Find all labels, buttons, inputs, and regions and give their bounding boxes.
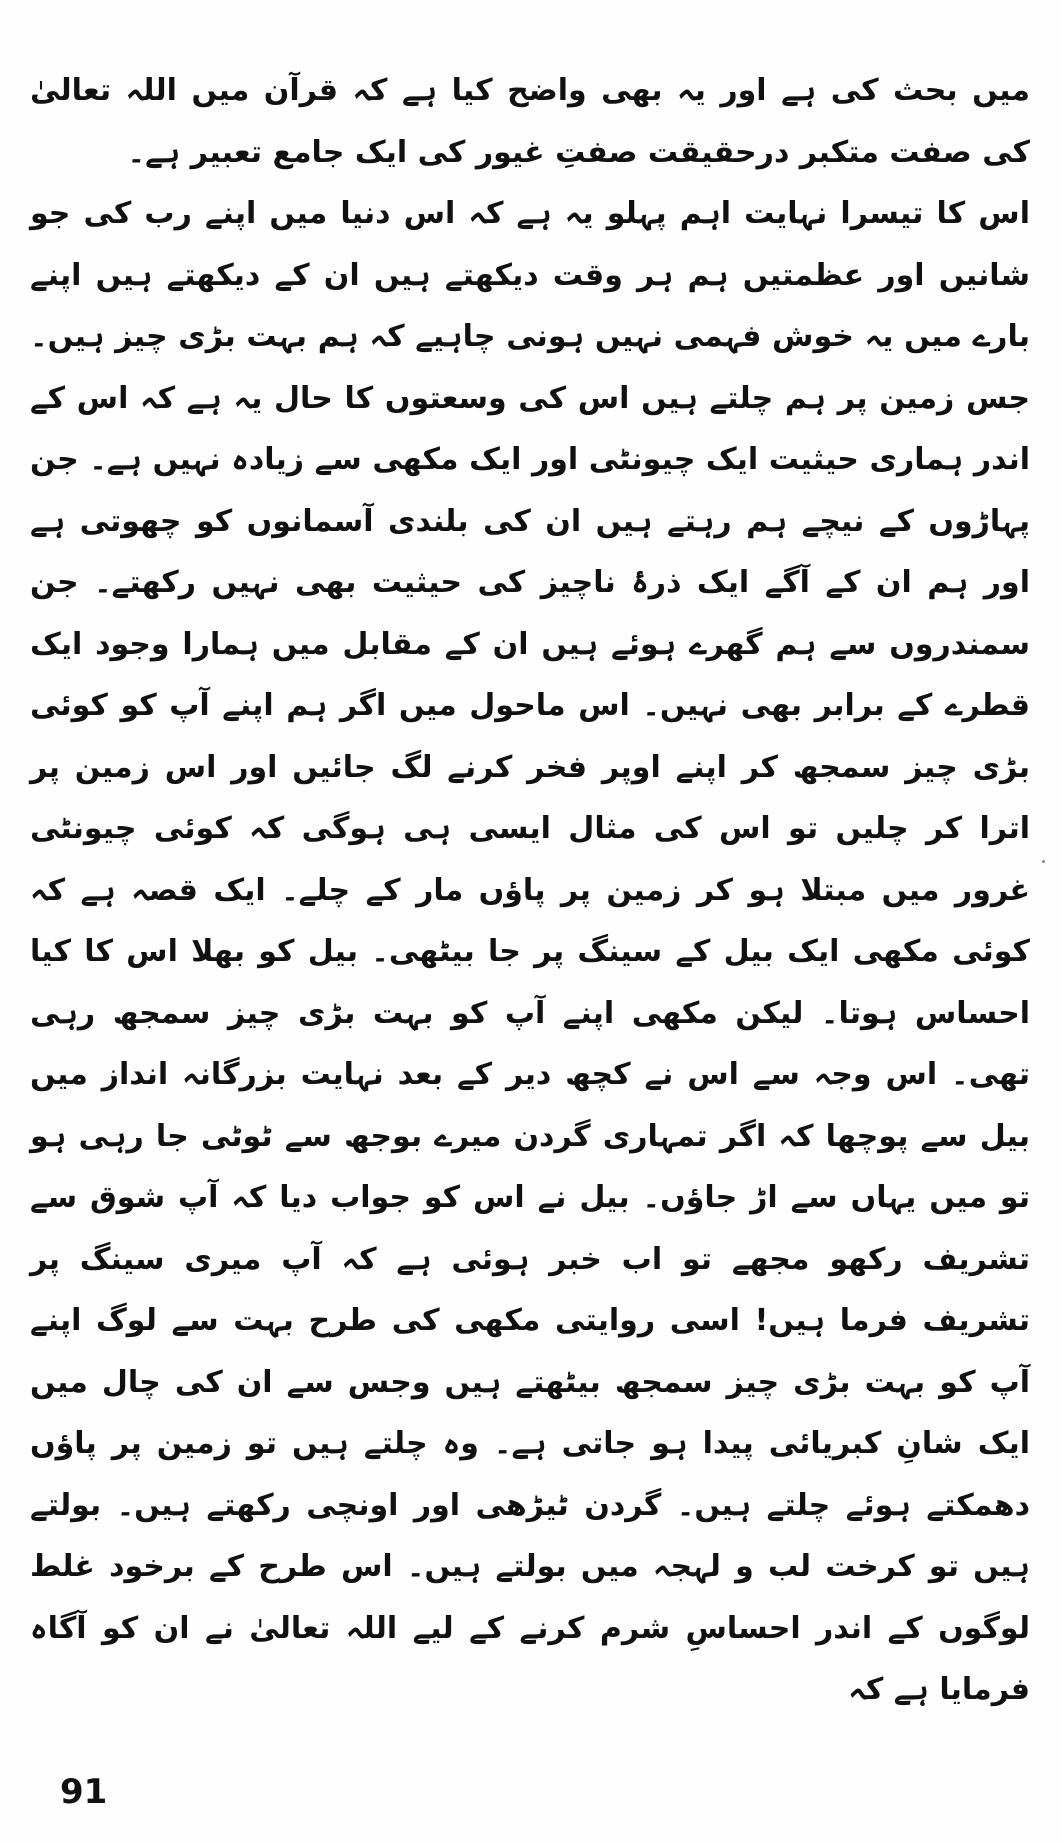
paragraph-intro: میں بحث کی ہے اور یہ بھی واضح کیا ہے کہ قرآن میں اللہ تعالیٰ کی صفت متکبر درحقیقت صفتِ غیور کی ایک جامع تعبیر ہے۔ [30,73,1030,170]
body-text [30,60,1030,1721]
page-number: 91 [60,1772,108,1812]
paragraph-main: اس کا تیسرا نہایت اہم پہلو یہ ہے کہ اس دنیا میں اپنے رب کی جو شانیں اور عظمتیں ہم ہر وقت دیکھتے ہیں ان کے دیکھتے ہیں اپنے بارے میں یہ خوش فہمی نہیں ہونی چاہیے کہ ہم بہت بڑی چیز ہیں۔ جس زمین پر ہم چلتے ہیں اس کی وسعتوں کا حال یہ ہے کہ اس کے اندر ہماری حیثیت ایک چیونٹی اور ایک مکھی سے زیادہ نہیں ہے۔ جن پہاڑوں کے نیچے ہم رہتے ہیں ان کی بلندی آسمانوں کو چھوتی ہے اور ہم ان کے آگے ایک ذرۂ ناچیز کی حیثیت بھی نہیں رکھتے۔ جن سمندروں سے ہم گھرے ہوئے ہیں ان کے مقابل میں ہمارا وجود ایک قطرے کے برابر بھی نہیں۔ اس ماحول میں اگر ہم اپنے آپ کو کوئی بڑی چیز سمجھ کر اپنے اوپر فخر کرنے لگ جائیں اور اس زمین پر اترا کر چلیں تو اس کی مثال ایسی ہی ہوگی کہ کوئی چیونٹی غرور میں مبتلا ہو کر زمین پر پاؤں مار کے چلے۔ ایک قصہ ہے کہ کوئی مکھی ایک بیل کے سینگ پر جا بیٹھی۔ بیل کو بھلا اس کا کیا احساس ہوتا۔ لیکن مکھی اپنے آپ کو بہت بڑی چیز سمجھ رہی تھی۔ اس وجہ سے اس نے کچھ دیر کے بعد نہایت بزرگانہ انداز میں بیل سے پوچھا کہ اگر تمہاری گردن میرے بوجھ سے ٹوٹی جا رہی ہو تو میں یہاں سے اڑ جاؤں۔ بیل نے اس کو جواب دیا کہ آپ شوق سے تشریف رکھو مجھے تو اب خبر ہوئی ہے کہ آپ میری سینگ پر تشریف فرما ہیں! اسی روایتی مکھی کی طرح بہت سے لوگ اپنے آپ کو بہت بڑی چیز سمجھ بیٹھتے ہیں وجس سے ان کی چال میں ایک شانِ کبریائی پیدا ہو جاتی ہے۔ وہ چلتے ہیں تو زمین پر پاؤں دھمکتے ہوئے چلتے ہیں۔ گردن ٹیڑھی اور اونچی رکھتے ہیں۔ بولتے ہیں تو کرخت لب و لہجہ میں بولتے ہیں۔ اس طرح کے برخود غلط لوگوں کے اندر احساسِ شرم کرنے کے لیے اللہ تعالیٰ نے ان کو آگاہ فرمایا ہے کہ [30,196,1030,1707]
scan-speck [1042,860,1045,863]
